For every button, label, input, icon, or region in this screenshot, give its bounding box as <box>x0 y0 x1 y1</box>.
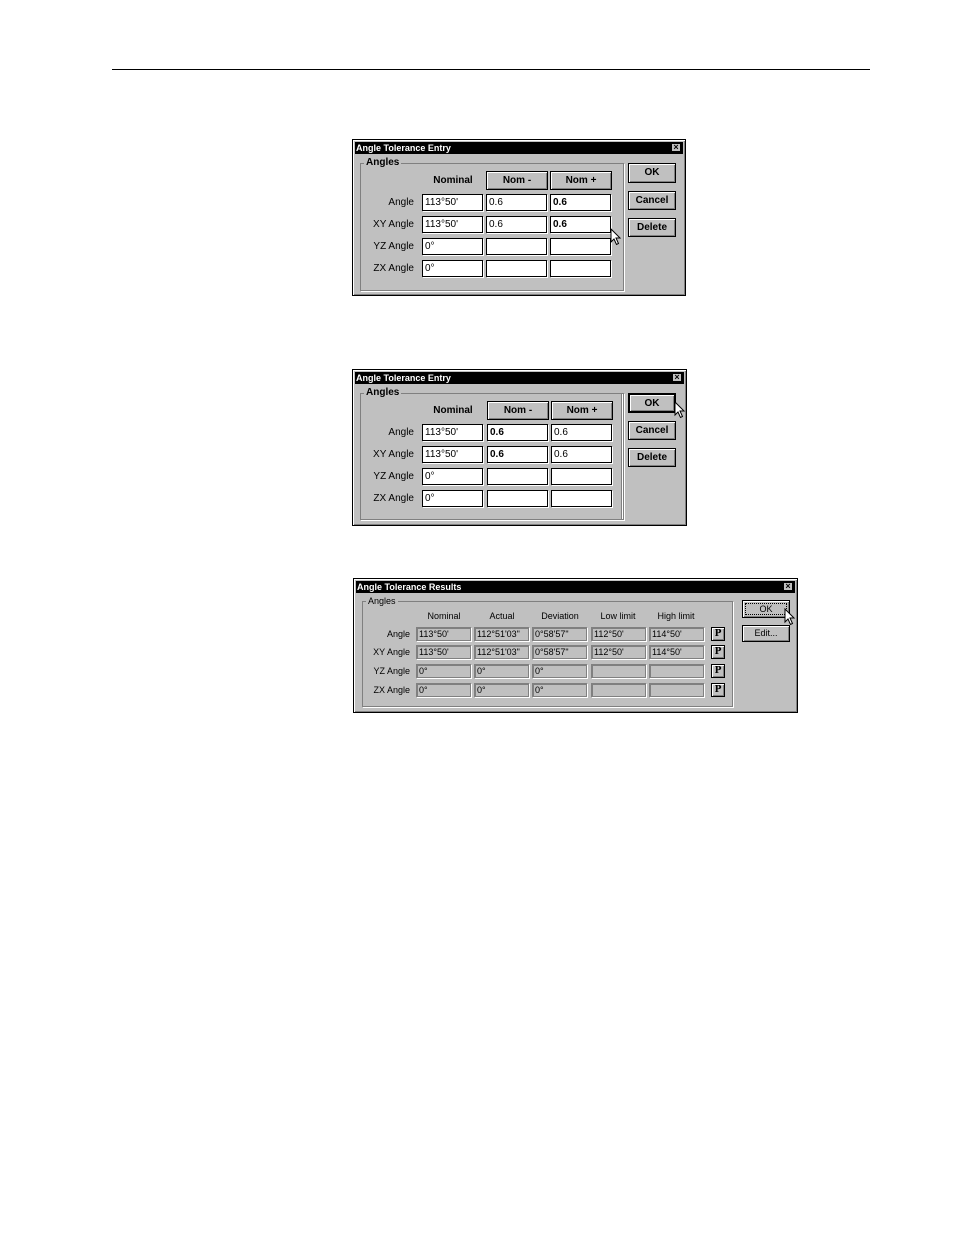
low-limit-value <box>591 683 646 697</box>
nominal-value: 113°50' <box>416 627 471 641</box>
nom-minus-field[interactable]: 0.6 <box>486 216 547 233</box>
print-button[interactable]: P <box>711 664 725 678</box>
column-header-deviation: Deviation <box>541 611 579 621</box>
print-button[interactable]: P <box>711 645 725 659</box>
nom-plus-field[interactable] <box>550 260 611 277</box>
actual-value: 0° <box>474 664 529 678</box>
nom-plus-field[interactable]: 0.6 <box>551 446 612 463</box>
page-header-rule <box>112 69 870 70</box>
close-icon[interactable]: × <box>672 373 682 382</box>
row-label-zx-angle: ZX Angle <box>373 493 414 504</box>
nominal-value: 0° <box>416 683 471 697</box>
close-icon[interactable]: × <box>671 143 681 152</box>
deviation-value: 0° <box>532 683 587 697</box>
high-limit-value <box>649 683 704 697</box>
actual-value: 112°51'03" <box>474 627 529 641</box>
nominal-field[interactable]: 113°50' <box>422 446 483 463</box>
nom-minus-field[interactable]: 0.6 <box>487 446 548 463</box>
row-label-yz-angle: YZ Angle <box>373 241 414 252</box>
nominal-field[interactable]: 0° <box>422 238 483 255</box>
title-bar[interactable] <box>355 372 684 384</box>
nominal-field[interactable]: 113°50' <box>422 424 483 441</box>
high-limit-value: 114°50' <box>649 645 704 659</box>
row-label-zx-angle: ZX Angle <box>373 263 414 274</box>
close-icon[interactable]: × <box>783 582 793 591</box>
delete-button[interactable]: Delete <box>628 448 676 467</box>
dialog-title: Angle Tolerance Entry <box>356 373 451 383</box>
row-label-angle: Angle <box>388 427 414 438</box>
row-label-xy-angle: XY Angle <box>373 449 414 460</box>
title-bar[interactable] <box>356 581 795 593</box>
row-label-xy-angle: XY Angle <box>373 647 410 657</box>
angle-tolerance-results-dialog <box>353 578 798 713</box>
row-label-zx-angle: ZX Angle <box>373 685 410 695</box>
low-limit-value: 112°50' <box>591 627 646 641</box>
nom-minus-header-button[interactable]: Nom - <box>487 401 549 420</box>
print-button[interactable]: P <box>711 627 725 641</box>
delete-button[interactable]: Delete <box>628 218 676 237</box>
dialog-title: Angle Tolerance Entry <box>356 143 451 153</box>
angles-group-label: Angles <box>366 157 400 168</box>
mouse-pointer-icon <box>784 608 796 626</box>
row-label-xy-angle: XY Angle <box>373 219 414 230</box>
angles-group-label: Angles <box>368 596 396 606</box>
nom-minus-field[interactable] <box>486 238 547 255</box>
nominal-field[interactable]: 0° <box>422 468 483 485</box>
nominal-field[interactable]: 0° <box>422 490 483 507</box>
ok-button[interactable]: OK <box>628 163 676 183</box>
angles-group-label: Angles <box>366 387 400 398</box>
deviation-value: 0°58'57" <box>532 645 587 659</box>
print-button[interactable]: P <box>711 683 725 697</box>
mouse-pointer-icon <box>610 228 622 246</box>
deviation-value: 0°58'57" <box>532 627 587 641</box>
row-label-yz-angle: YZ Angle <box>373 666 410 676</box>
nom-minus-field[interactable] <box>486 260 547 277</box>
nom-minus-field[interactable]: 0.6 <box>486 194 547 211</box>
high-limit-value <box>649 664 704 678</box>
column-header-nominal: Nominal <box>427 611 461 621</box>
nom-minus-field[interactable] <box>487 468 548 485</box>
low-limit-value <box>591 664 646 678</box>
row-label-angle: Angle <box>388 197 414 208</box>
high-limit-value: 114°50' <box>649 627 704 641</box>
cancel-button[interactable]: Cancel <box>628 191 676 210</box>
nominal-field[interactable]: 113°50' <box>422 194 483 211</box>
column-header-nominal: Nominal <box>433 175 473 186</box>
column-header-high-limit: High limit <box>657 611 695 621</box>
nom-plus-field[interactable]: 0.6 <box>550 216 611 233</box>
row-label-yz-angle: YZ Angle <box>373 471 414 482</box>
actual-value: 0° <box>474 683 529 697</box>
column-header-nominal: Nominal <box>433 405 473 416</box>
deviation-value: 0° <box>532 664 587 678</box>
nominal-value: 113°50' <box>416 645 471 659</box>
nom-plus-field[interactable]: 0.6 <box>551 424 612 441</box>
nom-minus-field[interactable] <box>487 490 548 507</box>
nom-minus-header-button[interactable]: Nom - <box>486 171 548 190</box>
column-header-low-limit: Low limit <box>600 611 636 621</box>
mouse-pointer-icon <box>674 401 686 419</box>
nom-plus-header-button[interactable]: Nom + <box>551 401 613 420</box>
nom-plus-field[interactable] <box>551 490 612 507</box>
nominal-field[interactable]: 113°50' <box>422 216 483 233</box>
column-header-actual: Actual <box>489 611 515 621</box>
angle-tolerance-entry-dialog-1 <box>352 139 686 296</box>
nom-plus-header-button[interactable]: Nom + <box>550 171 612 190</box>
ok-button[interactable]: OK <box>628 393 676 413</box>
cancel-button[interactable]: Cancel <box>628 421 676 440</box>
nom-minus-field[interactable]: 0.6 <box>487 424 548 441</box>
title-bar[interactable] <box>355 142 683 154</box>
low-limit-value: 112°50' <box>591 645 646 659</box>
nominal-value: 0° <box>416 664 471 678</box>
ok-button[interactable]: OK <box>742 600 790 618</box>
edit-button[interactable]: Edit... <box>742 625 790 642</box>
nom-plus-field[interactable] <box>551 468 612 485</box>
button-separator <box>621 394 622 519</box>
nom-plus-field[interactable] <box>550 238 611 255</box>
row-label-angle: Angle <box>386 629 410 639</box>
actual-value: 112°51'03" <box>474 645 529 659</box>
nom-plus-field[interactable]: 0.6 <box>550 194 611 211</box>
nominal-field[interactable]: 0° <box>422 260 483 277</box>
dialog-title: Angle Tolerance Results <box>357 582 462 592</box>
angle-tolerance-entry-dialog-2 <box>352 369 687 526</box>
